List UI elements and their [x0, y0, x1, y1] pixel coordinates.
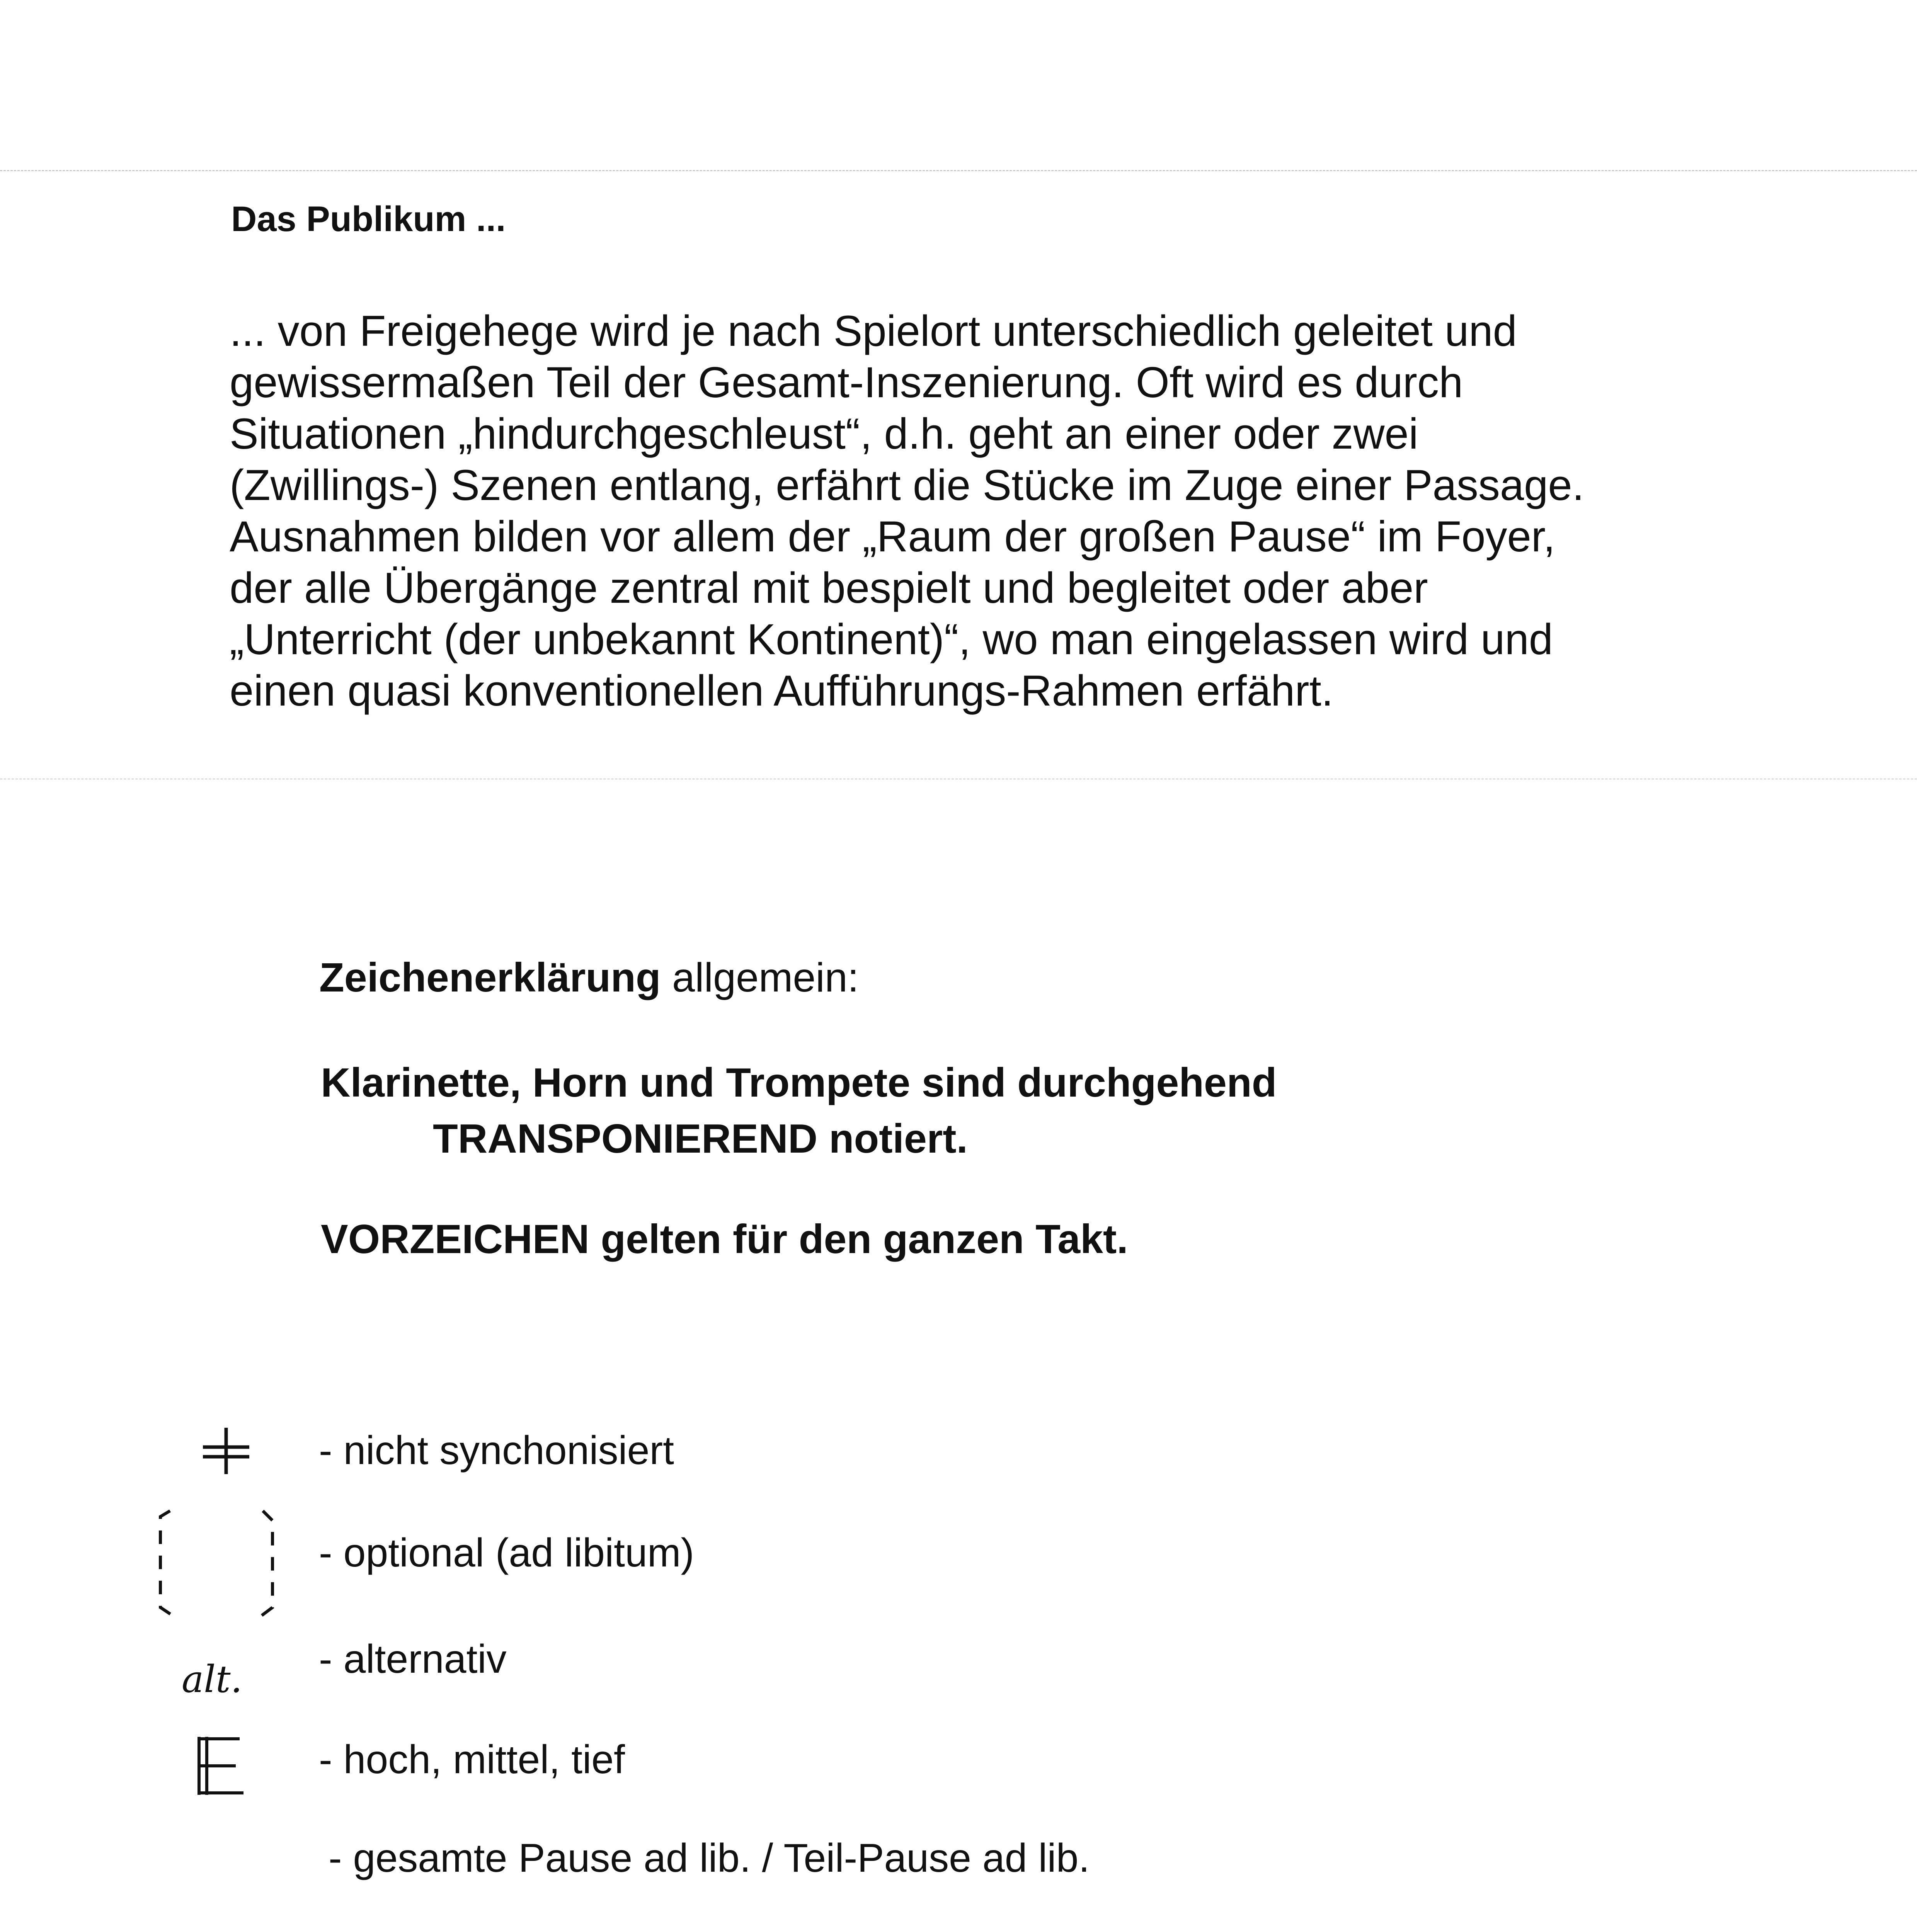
legend-item [0, 1835, 1917, 1913]
pitch-e-icon [193, 1733, 251, 1799]
legend-item-text: - nicht synchonisiert [319, 1428, 674, 1473]
paragraph-line: der alle Übergänge zentral mit bespielt und begleitet oder aber [230, 564, 1428, 612]
legend-heading [319, 954, 859, 1001]
legend-item [0, 1503, 1917, 1631]
transposing-note-line1: Klarinette, Horn und Trompete sind durchgehend [321, 1060, 1277, 1105]
legend-heading-rest: allgemein: [661, 955, 859, 1000]
paragraph-line: einen quasi konventionellen Aufführungs-Rahmen erfährt. [230, 667, 1333, 715]
paragraph-line: „Unterricht (der unbekannt Kontinent)“, wo man eingelassen wird und [230, 615, 1553, 663]
scan-artifact-line [0, 170, 1917, 171]
legend-heading-bold: Zeichenerklärung [319, 955, 661, 1000]
legend-item [0, 1631, 1917, 1708]
legend-item [0, 1928, 1917, 1932]
legend-item [0, 1727, 1917, 1804]
legend-item-text: - optional (ad libitum) [319, 1531, 695, 1575]
cross-icon [201, 1426, 251, 1476]
legend-item [0, 1410, 1917, 1488]
legend-item-text: - hoch, mittel, tief [319, 1737, 625, 1782]
alt-label: alt. [182, 1658, 243, 1701]
dashed-bracket-icon [155, 1503, 301, 1631]
paragraph-line: (Zwillings-) Szenen entlang, erfährt die Stücke im Zuge einer Passage. [230, 461, 1584, 509]
transposing-note-line2: TRANSPONIEREND notiert. [433, 1116, 968, 1162]
transposing-note [321, 1055, 1277, 1167]
paragraph-line: Situationen „hindurchgeschleust“, d.h. geht an einer oder zwei [230, 410, 1418, 458]
section-title: Das Publikum ... [231, 199, 506, 239]
intro-paragraph [230, 305, 1698, 716]
legend-item-text: - gesamte Pause ad lib. / Teil-Pause ad lib. [329, 1836, 1090, 1881]
paragraph-line: ... von Freigehege wird je nach Spielort unterschiedlich geleitet und [230, 307, 1517, 355]
paragraph-line: gewissermaßen Teil der Gesamt-Inszenierung. Oft wird es durch [230, 358, 1463, 406]
paragraph-line: Ausnahmen bilden vor allem der „Raum der großen Pause“ im Foyer, [230, 512, 1555, 561]
legend-item-text: - alternativ [319, 1637, 507, 1682]
accidentals-note: VORZEICHEN gelten für den ganzen Takt. [321, 1216, 1128, 1262]
